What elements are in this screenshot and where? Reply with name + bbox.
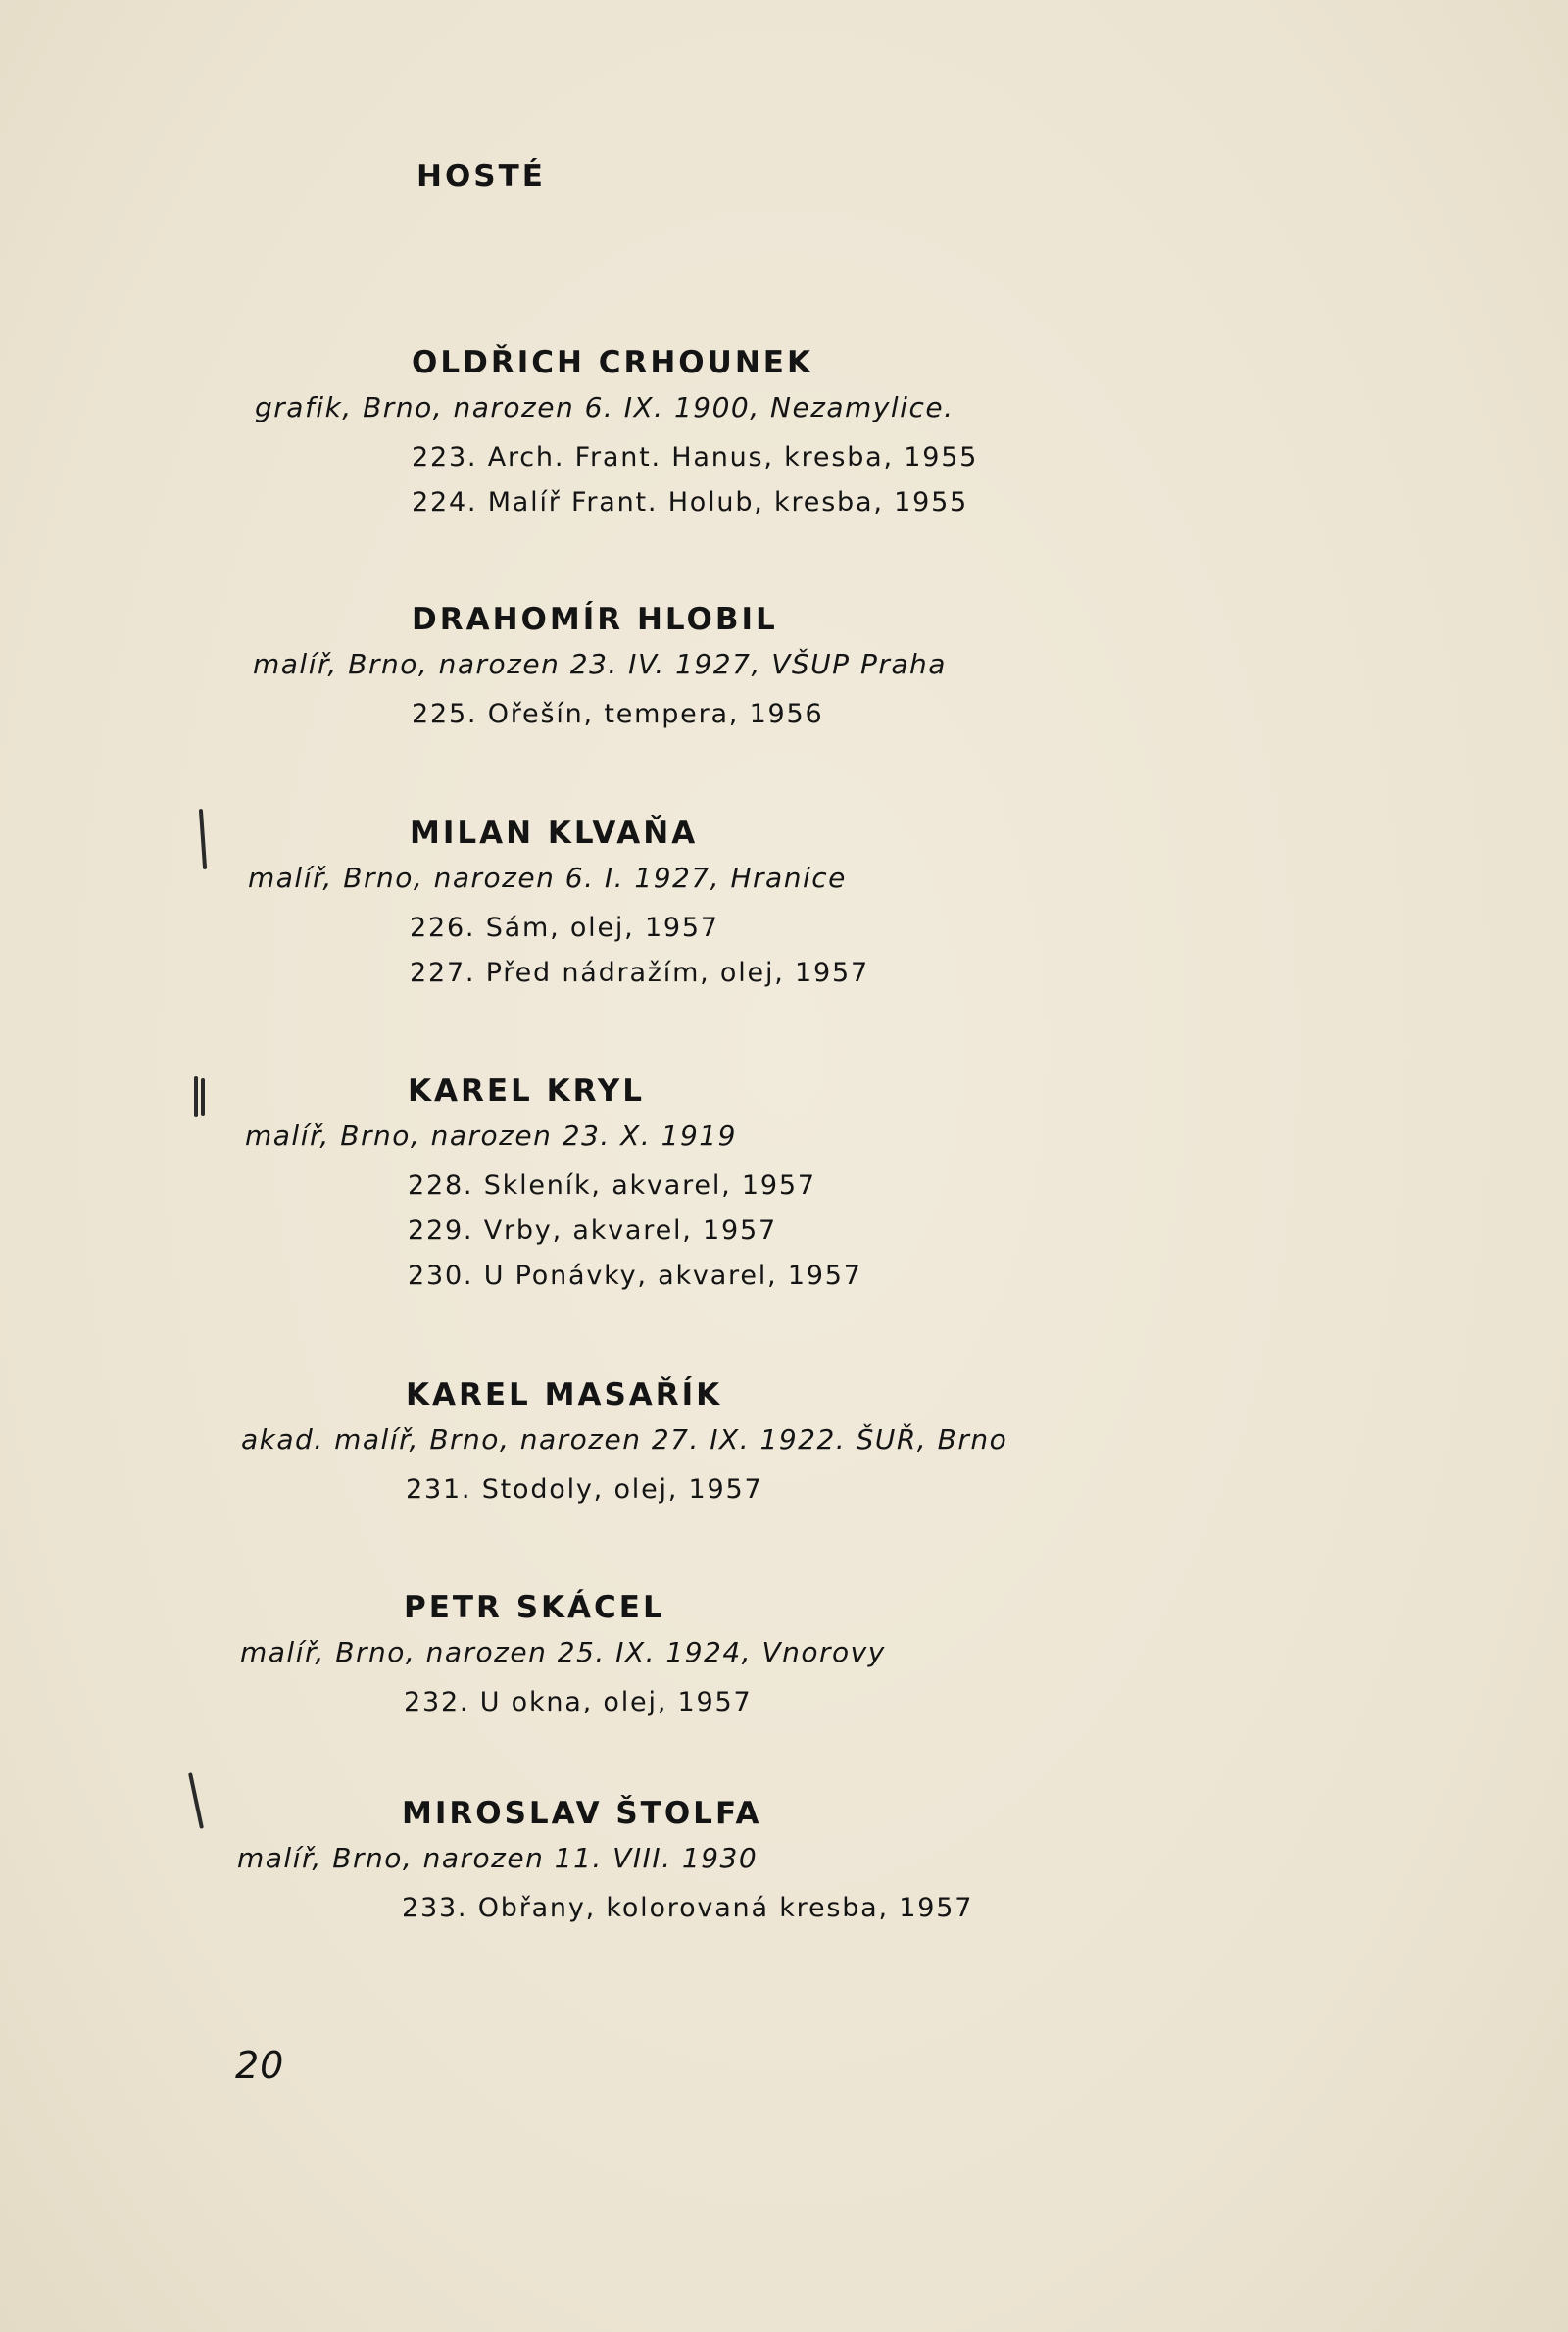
pencil-mark	[194, 1076, 198, 1117]
work-item: 226. Sám, olej, 1957	[410, 913, 719, 943]
section-title: HOSTÉ	[416, 159, 546, 194]
page-number: 20	[235, 2044, 285, 2087]
work-item: 231. Stodoly, olej, 1957	[406, 1474, 763, 1505]
work-item: 224. Malíř Frant. Holub, kresba, 1955	[412, 487, 969, 518]
artist-bio: malíř, Brno, narozen 25. IX. 1924, Vnorovy	[240, 1636, 886, 1668]
works-list	[412, 435, 978, 525]
pencil-mark	[199, 809, 207, 869]
artist-bio: malíř, Brno, narozen 6. I. 1927, Hranice	[248, 862, 847, 894]
work-item: 232. U okna, olej, 1957	[404, 1687, 753, 1717]
artist-name: PETR SKÁCEL	[404, 1590, 665, 1625]
pencil-mark	[188, 1772, 204, 1829]
works-list	[406, 1467, 1007, 1513]
works-list	[408, 1164, 862, 1299]
works-list	[410, 906, 869, 996]
work-item: 230. U Ponávky, akvarel, 1957	[408, 1261, 862, 1291]
works-list	[404, 1680, 886, 1725]
work-item: 228. Skleník, akvarel, 1957	[408, 1170, 816, 1201]
artist-name: OLDŘICH CRHOUNEK	[412, 345, 813, 380]
artist-name: KAREL MASAŘÍK	[406, 1377, 723, 1413]
work-item: 233. Obřany, kolorovaná kresba, 1957	[402, 1893, 974, 1923]
artist-name: DRAHOMÍR HLOBIL	[412, 602, 778, 637]
works-list	[412, 692, 947, 737]
artist-name: MIROSLAV ŠTOLFA	[402, 1796, 762, 1831]
work-item: 225. Ořešín, tempera, 1956	[412, 699, 824, 729]
artist-entry-hlobil	[253, 600, 947, 737]
artist-name: KAREL KRYL	[408, 1073, 646, 1109]
artist-entry-kryl	[245, 1071, 862, 1299]
work-item: 227. Před nádražím, olej, 1957	[410, 958, 869, 988]
work-item: 223. Arch. Frant. Hanus, kresba, 1955	[412, 442, 979, 472]
artist-bio: akad. malíř, Brno, narozen 27. IX. 1922. ŠUŘ, Brno	[241, 1423, 1008, 1456]
artist-entry-stolfa	[237, 1794, 974, 1931]
work-item: 229. Vrby, akvarel, 1957	[408, 1216, 777, 1246]
pencil-mark	[201, 1078, 205, 1116]
artist-entry-skacel	[240, 1588, 886, 1725]
artist-name: MILAN KLVAŇA	[410, 816, 699, 851]
artist-entry-klvana	[248, 814, 869, 996]
artist-bio: grafik, Brno, narozen 6. IX. 1900, Nezamylice.	[255, 391, 955, 423]
artist-bio: malíř, Brno, narozen 11. VIII. 1930	[237, 1842, 759, 1874]
artist-entry-masarik	[241, 1375, 1008, 1513]
artist-bio: malíř, Brno, narozen 23. IV. 1927, VŠUP Praha	[253, 648, 947, 680]
artist-bio: malíř, Brno, narozen 23. X. 1919	[245, 1119, 737, 1152]
works-list	[402, 1886, 973, 1931]
artist-entry-crhounek	[255, 343, 979, 525]
